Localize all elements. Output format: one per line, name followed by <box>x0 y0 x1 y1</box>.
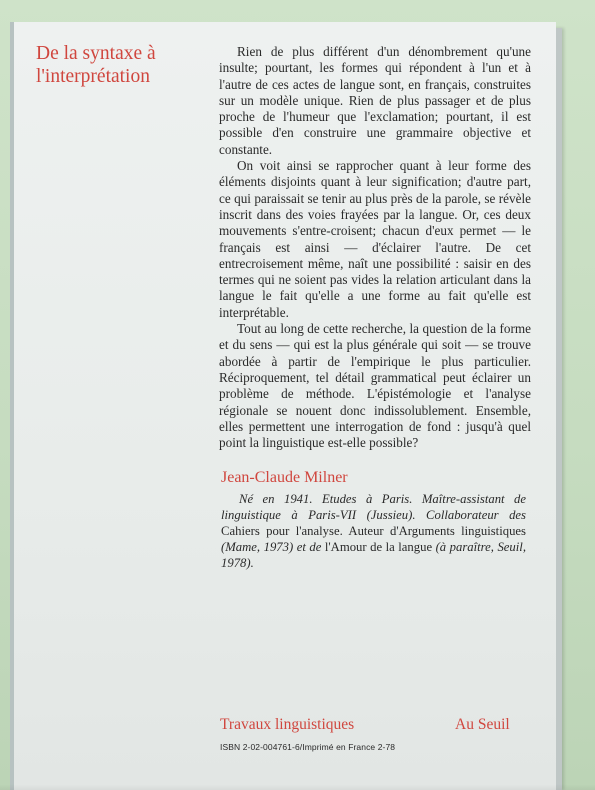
blurb-paragraph-1: Rien de plus différent d'un dénombrement qu'une insulte; pourtant, les formes qui répondent à l'un et à l'autre de ces actes de langue sont, en français, construites sur un modèle unique. Rien de plus passager et de plus proche de l'humeur que l'exclamation; pourtant, il est possible d'en construire une grammaire objective et constante. <box>219 44 531 157</box>
bio-part-2: Cahiers pour l'analyse <box>221 524 340 538</box>
author-name: Jean-Claude Milner <box>221 469 348 486</box>
isbn-line: ISBN 2-02-004761-6/Imprimé en France 2-78 <box>220 742 396 752</box>
author-bio <box>221 491 526 571</box>
blurb-paragraph-2: On voit ainsi se rapprocher quant à leur forme des éléments disjoints quant à leur signification; d'autre part, ce qui paraissait se tenir au plus près de la parole, se révèle inscrit dans des voies frayées par la langue. Or, ces deux mouvements s'entre-croisent; chacun d'eux permet — le français est ainsi — d'éclairer l'autre. De cet entrecroisement même, naît une possibilité : saisir en des termes qui ne soient pas vides la relation articulant dans la langue le fait qu'elle a une forme au fait qu'elle est interprétable. <box>219 158 531 320</box>
publisher-name: Au Seuil <box>455 716 510 733</box>
title-line-2: l'interprétation <box>36 66 150 87</box>
book-title <box>36 42 216 88</box>
bio-part-7: (à paraître, Seuil, 1978). <box>221 540 526 570</box>
book-back-cover <box>10 22 556 790</box>
title-line-1: De la syntaxe à <box>36 43 156 64</box>
bio-part-1: Né en 1941. Etudes à Paris. Maître-assistant de linguistique à Paris-VII (Jussieu). Collaborateur des <box>221 492 526 522</box>
blurb-text <box>219 44 531 451</box>
series-name: Travaux linguistiques <box>220 716 355 733</box>
bio-part-3: . Auteur d' <box>339 524 399 538</box>
bio-part-6: l'Amour de la langue <box>324 540 433 554</box>
bio-part-5: (Mame, 1973) et de <box>221 540 325 554</box>
bio-part-4: Arguments linguistiques <box>398 524 526 538</box>
bottom-shadow <box>0 784 595 790</box>
blurb-paragraph-3: Tout au long de cette recherche, la question de la forme et du sens — qui est la plus générale qui soit — se trouve abordée à partir de l'empirique le plus particulier. Réciproquement, tel détail grammatical peut éclairer un problème de méthode. L'épistémologie et l'analyse régionale se nouent donc indissolublement. Ensemble, elles permettent une interrogation de fond : jusqu'à quel point la linguistique est-elle possible? <box>219 321 531 451</box>
